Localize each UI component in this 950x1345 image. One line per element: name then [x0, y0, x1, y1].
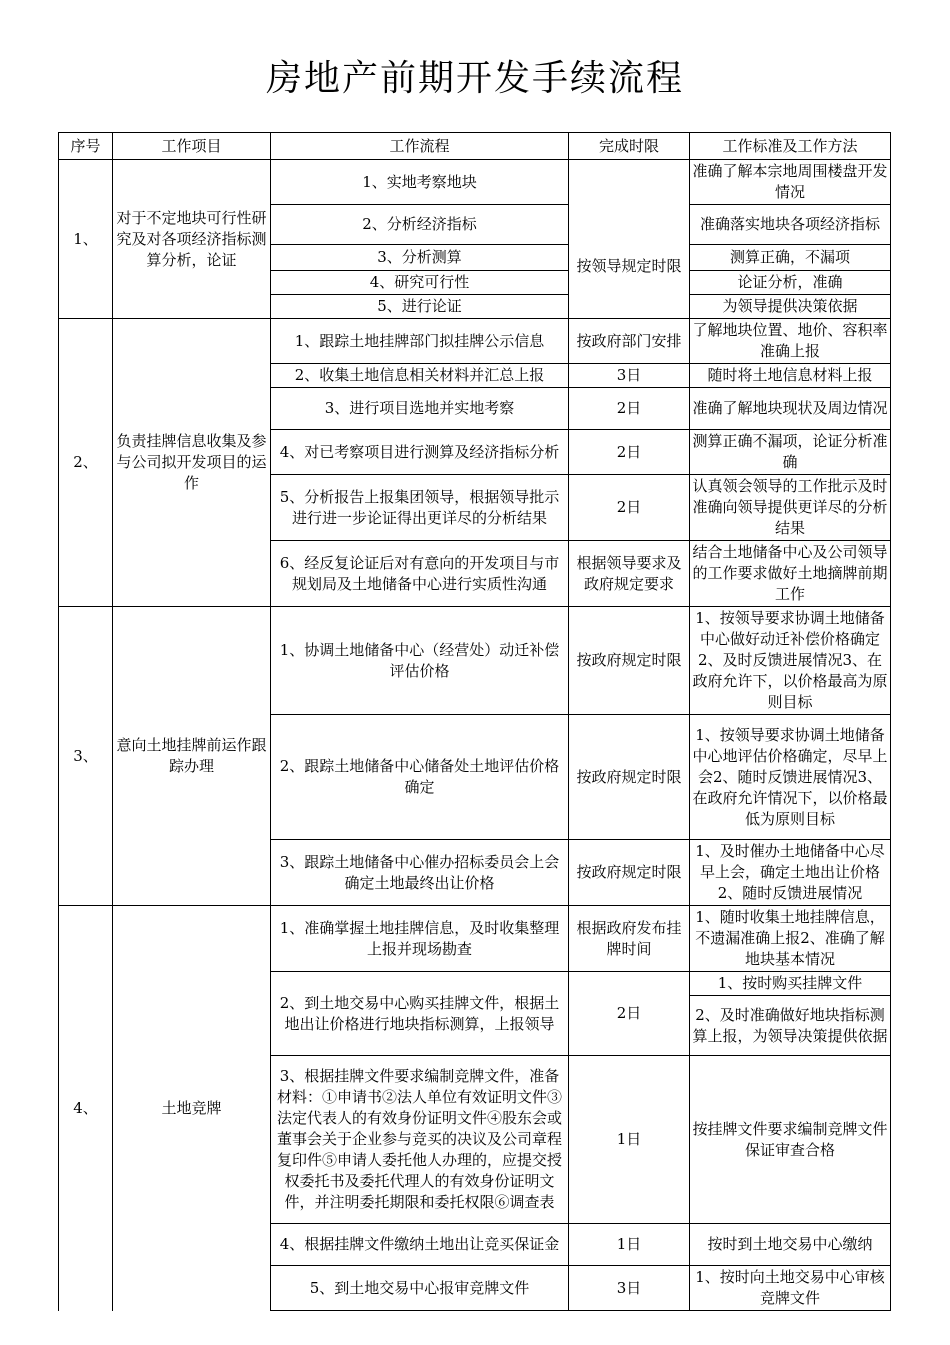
flow-step: 5、分析报告上报集团领导，根据领导批示进行进一步论证得出更详尽的分析结果 [271, 475, 569, 541]
work-item: 土地竞牌 [113, 906, 271, 1311]
flow-step: 1、协调土地储备中心（经营处）动迁补偿评估价格 [271, 607, 569, 715]
standard-cell: 1、按领导要求协调土地储备中心地评估价格确定，尽早上会2、随时反馈进展情况3、在政府允许情况下，以价格最低为原则目标 [690, 715, 891, 840]
header-deadline: 完成时限 [569, 133, 690, 160]
header-seq: 序号 [59, 133, 113, 160]
standard-cell: 准确了解地块现状及周边情况 [690, 388, 891, 430]
deadline-cell: 2日 [569, 972, 690, 1056]
table-row [59, 607, 891, 715]
standard-cell: 论证分析，准确 [690, 271, 891, 295]
deadline-cell: 根据政府发布挂牌时间 [569, 906, 690, 972]
flow-step: 5、到土地交易中心报审竞牌文件 [271, 1266, 569, 1311]
header-standard: 工作标准及工作方法 [690, 133, 891, 160]
standard-cell: 测算正确不漏项，论证分析准确 [690, 430, 891, 475]
deadline-cell: 3日 [569, 364, 690, 388]
deadline-cell: 2日 [569, 430, 690, 475]
flow-step: 2、分析经济指标 [271, 205, 569, 245]
row-number: 2、 [59, 319, 113, 607]
standard-cell: 按时到土地交易中心缴纳 [690, 1224, 891, 1266]
standard-cell: 按挂牌文件要求编制竞牌文件保证审查合格 [690, 1056, 891, 1224]
deadline-cell: 按政府部门安排 [569, 319, 690, 364]
deadline-cell: 2日 [569, 475, 690, 541]
standard-cell: 1、随时收集土地挂牌信息，不遗漏准确上报2、准确了解地块基本情况 [690, 906, 891, 972]
standard-cell: 测算正确，不漏项 [690, 245, 891, 271]
table-header-row [59, 133, 891, 160]
flow-step: 3、根据挂牌文件要求编制竞牌文件，准备材料：①申请书②法人单位有效证明文件③法定代表人的有效身份证明文件④股东会或董事会关于企业参与竞买的决议及公司章程复印件⑤申请人委托他人办理的，应提交授权委托书及委托代理人的有效身份证明文件，并注明委托期限和委托权限⑥调查表 [271, 1056, 569, 1224]
work-item: 意向土地挂牌前运作跟踪办理 [113, 607, 271, 906]
standard-cell: 准确了解本宗地周围楼盘开发情况 [690, 160, 891, 205]
deadline-cell: 按政府规定时限 [569, 607, 690, 715]
standard-cell: 1、按领导要求协调土地储备中心做好动迁补偿价格确定2、及时反馈进展情况3、在政府允许下，以价格最高为原则目标 [690, 607, 891, 715]
header-item: 工作项目 [113, 133, 271, 160]
deadline-cell: 1日 [569, 1224, 690, 1266]
row-number: 1、 [59, 160, 113, 319]
flow-step: 1、实地考察地块 [271, 160, 569, 205]
deadline-cell: 按政府规定时限 [569, 840, 690, 906]
flow-step: 2、到土地交易中心购买挂牌文件，根据土地出让价格进行地块指标测算，上报领导 [271, 972, 569, 1056]
standard-cell: 为领导提供决策依据 [690, 295, 891, 319]
work-item: 负责挂牌信息收集及参与公司拟开发项目的运作 [113, 319, 271, 607]
flow-step: 2、跟踪土地储备中心储备处土地评估价格确定 [271, 715, 569, 840]
flow-step: 4、对已考察项目进行测算及经济指标分析 [271, 430, 569, 475]
row-number: 3、 [59, 607, 113, 906]
page-title: 房地产前期开发手续流程 [265, 58, 684, 99]
deadline-cell: 3日 [569, 1266, 690, 1311]
deadline-cell: 1日 [569, 1056, 690, 1224]
deadline-cell: 按领导规定时限 [569, 160, 690, 319]
flow-step: 2、收集土地信息相关材料并汇总上报 [271, 364, 569, 388]
standard-cell: 1、按时向土地交易中心审核竞牌文件 [690, 1266, 891, 1311]
flow-step: 3、跟踪土地储备中心催办招标委员会上会确定土地最终出让价格 [271, 840, 569, 906]
work-item: 对于不定地块可行性研究及对各项经济指标测算分析，论证 [113, 160, 271, 319]
header-flow: 工作流程 [271, 133, 569, 160]
standard-cell: 随时将土地信息材料上报 [690, 364, 891, 388]
table-row [59, 906, 891, 972]
deadline-cell: 按政府规定时限 [569, 715, 690, 840]
row-number: 4、 [59, 906, 113, 1311]
deadline-cell: 2日 [569, 388, 690, 430]
standard-cell: 认真领会领导的工作批示及时准确向领导提供更详尽的分析结果 [690, 475, 891, 541]
flow-step: 1、跟踪土地挂牌部门拟挂牌公示信息 [271, 319, 569, 364]
flow-step: 1、准确掌握土地挂牌信息，及时收集整理上报并现场勘查 [271, 906, 569, 972]
flow-step: 4、研究可行性 [271, 271, 569, 295]
flow-step: 5、进行论证 [271, 295, 569, 319]
standard-cell: 了解地块位置、地价、容积率准确上报 [690, 319, 891, 364]
table-row [59, 160, 891, 205]
standard-cell: 1、按时购买挂牌文件 [690, 972, 891, 996]
standard-cell: 准确落实地块各项经济指标 [690, 205, 891, 245]
process-table [58, 132, 891, 1311]
deadline-cell: 根据领导要求及政府规定要求 [569, 541, 690, 607]
table-row [59, 319, 891, 364]
flow-step: 3、进行项目选地并实地考察 [271, 388, 569, 430]
standard-cell: 结合土地储备中心及公司领导的工作要求做好土地摘牌前期工作 [690, 541, 891, 607]
standard-cell: 2、及时准确做好地块指标测算上报，为领导决策提供依据 [690, 996, 891, 1056]
flow-step: 4、根据挂牌文件缴纳土地出让竞买保证金 [271, 1224, 569, 1266]
flow-step: 3、分析测算 [271, 245, 569, 271]
standard-cell: 1、及时催办土地储备中心尽早上会，确定土地出让价格2、随时反馈进展情况 [690, 840, 891, 906]
flow-step: 6、经反复论证后对有意向的开发项目与市规划局及土地储备中心进行实质性沟通 [271, 541, 569, 607]
